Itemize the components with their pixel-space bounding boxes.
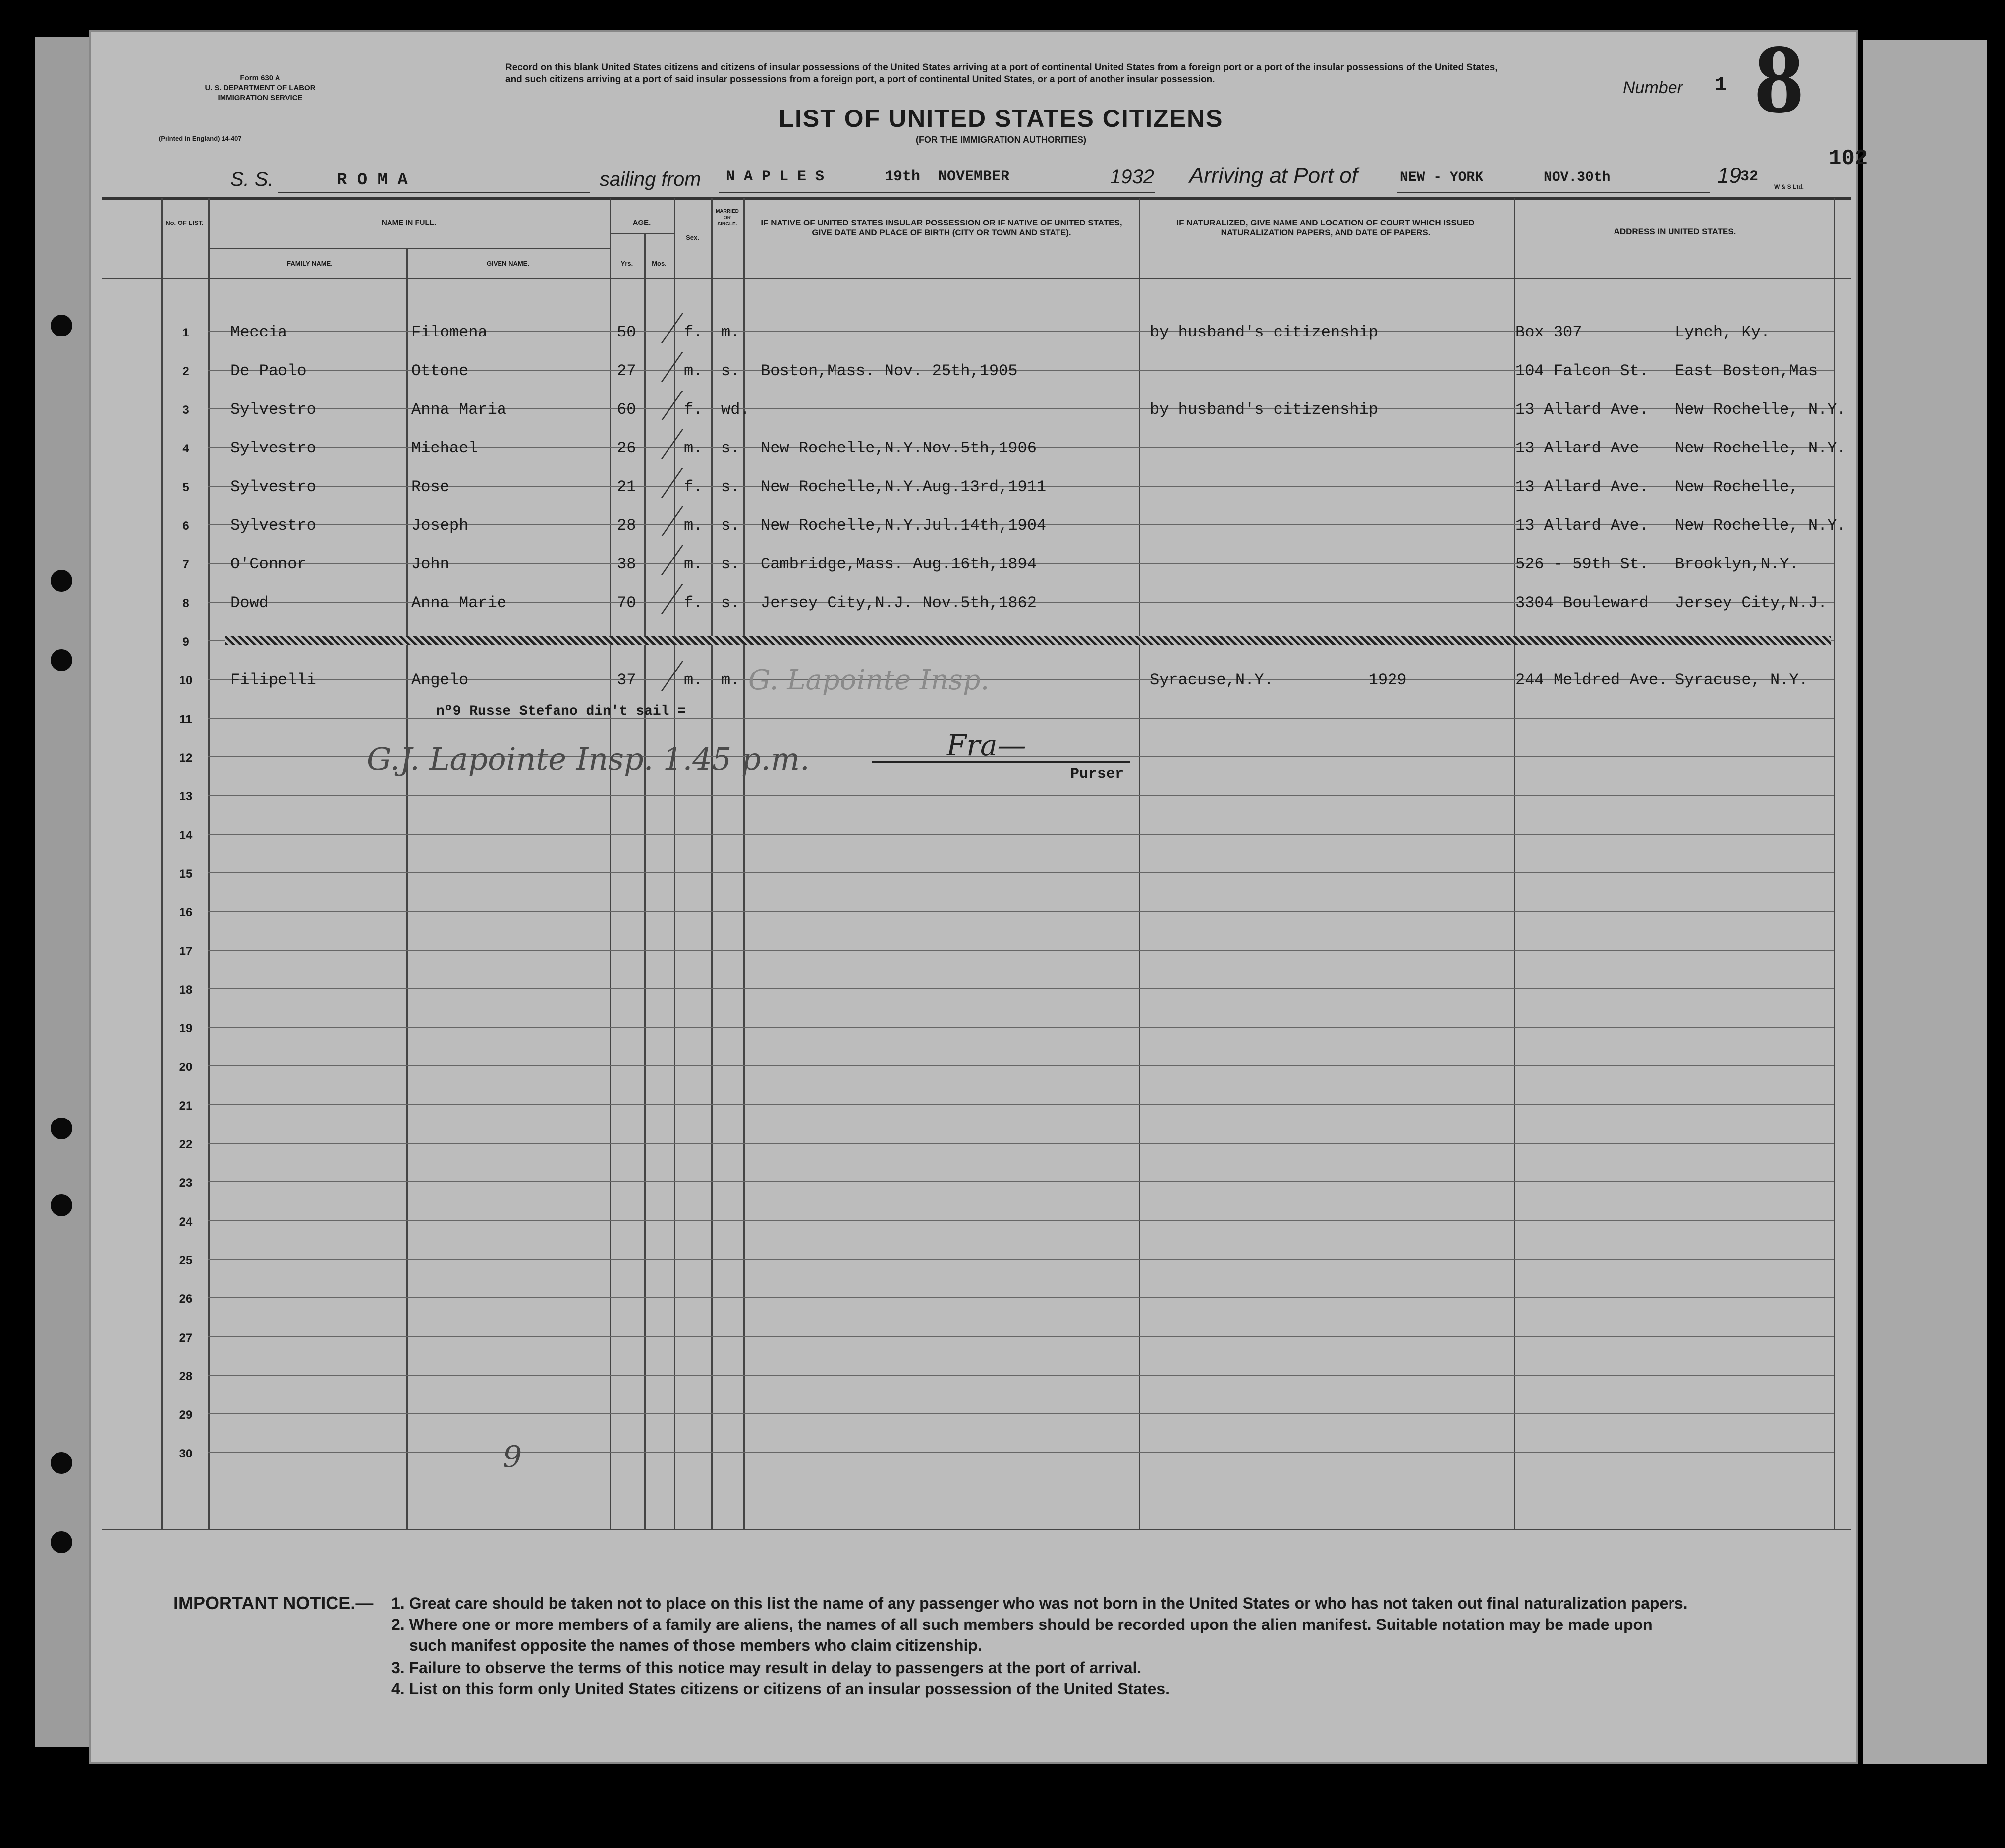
row-rule [208,1259,1834,1260]
port-to: NEW - YORK [1400,170,1484,185]
sheet-number: 102 [1829,146,1868,171]
city-cell: East Boston,Mas [1675,362,1818,380]
family-name-cell: Dowd [230,594,269,612]
adjacent-page-edge [1863,40,1987,1764]
address-cell: 13 Allard Ave. [1515,400,1649,419]
address-cell: 13 Allard Ave. [1515,516,1649,535]
row-number: 2 [182,365,189,378]
marital-status-cell: wd. [721,400,750,419]
form-instructions: Record on this blank United States citizens and citizens of insular possessions of the United States arriving at a port of continental United States from a foreign port or a port of the insular possessions of the United States, and such citizens arriving at a port of said insular possessions from a foreign port, a port of continental United States, or a port of another insular possession. [505,62,1498,85]
family-name-cell: Sylvestro [230,516,316,535]
row-number: 11 [179,713,192,726]
inspector-handwriting-faint: G. Lapointe Insp. [748,664,990,696]
row-number: 16 [179,906,193,919]
col-header-name: NAME IN FULL. [382,219,436,227]
header-bottom-border [102,278,1851,279]
row-rule [208,1336,1834,1337]
col-header-address: ADDRESS IN UNITED STATES. [1614,227,1736,236]
row-number: 26 [179,1292,193,1306]
city-cell: New Rochelle, [1675,478,1799,496]
row-rule [208,872,1834,873]
age-cell: 26 [617,439,636,457]
marital-status-cell: s. [721,555,740,573]
address-cell: 13 Allard Ave. [1515,478,1649,496]
row-number: 21 [179,1099,193,1113]
row-number: 22 [179,1138,193,1151]
row-rule [208,1220,1834,1221]
col-header-married: MARRIED OR SINGLE. [716,209,739,227]
row-rule [208,1065,1834,1066]
manifest-sheet [89,24,1858,1764]
service: IMMIGRATION SERVICE [218,94,303,102]
row-rule [208,834,1834,835]
row-number: 24 [179,1215,193,1229]
row-number: 18 [179,983,193,997]
binder-strip [35,37,94,1747]
year-from: 1932 [1110,166,1154,188]
naturalization-cell: by husband's citizenship [1150,400,1378,419]
row-number: 20 [179,1061,193,1074]
family-name-cell: Meccia [230,323,288,341]
row-rule [208,988,1834,989]
binder-hole [51,1531,72,1553]
family-name-cell: De Paolo [230,362,307,380]
row-rule [208,1375,1834,1376]
sex-cell: m. [684,555,703,573]
year-to-suffix: 32 [1740,168,1759,185]
marital-status-cell: s. [721,362,740,380]
age-cell: 28 [617,516,636,535]
row-number: 12 [179,751,193,765]
col-header-yrs: Yrs. [620,260,633,267]
col-header-birth: IF NATIVE OF UNITED STATES INSULAR POSSESSION OR IF NATIVE OF UNITED STATES, GIVE DATE AND PLACE OF BIRTH (CITY OR TOWN AND STATE). [761,218,1122,237]
ship-name: R O M A [337,171,408,190]
naturalization-cell: Syracuse,N.Y. 1929 [1150,671,1407,689]
age-cell: 27 [617,362,636,380]
sex-cell: m. [684,439,703,457]
city-cell: Jersey City,N.J. [1675,594,1828,612]
col-line [743,198,745,1529]
row-rule [208,1027,1834,1028]
printer-mark: W & S Ltd. [1774,183,1804,190]
birth-cell: New Rochelle,N.Y.Nov.5th,1906 [761,439,1037,457]
col-line [1834,198,1835,1529]
notice-label: IMPORTANT NOTICE.— [173,1593,374,1613]
fill-line [1397,192,1710,193]
sex-cell: m. [684,671,703,689]
col-header-family: FAMILY NAME. [287,260,333,267]
row-number: 10 [179,674,193,687]
city-cell: New Rochelle, N.Y. [1675,400,1846,419]
birth-cell: New Rochelle,N.Y.Aug.13rd,1911 [761,478,1047,496]
sailing-from-label: sailing from [600,168,701,190]
city-cell: Lynch, Ky. [1675,323,1771,341]
number-label: Number [1623,78,1683,97]
row-rule [208,1104,1834,1105]
notice-item-1: 1. Great care should be taken not to place on this list the name of any passenger who was not born in the United States or who has not taken out final naturalization papers. [391,1594,1688,1612]
row-number: 28 [179,1370,193,1383]
col-line [208,198,210,1529]
row-number: 23 [179,1176,193,1190]
row-number: 14 [179,829,193,842]
row-rule [208,795,1834,796]
binder-hole [51,649,72,671]
marital-status-cell: s. [721,439,740,457]
given-name-cell: Michael [411,439,478,457]
col-header-no: No. OF LIST. [166,219,204,226]
ss-label: S. S. [230,168,274,190]
col-header-naturalized: IF NATURALIZED, GIVE NAME AND LOCATION OF COURT WHICH ISSUED NATURALIZATION PAPERS, AND DATE OF PAPERS. [1176,218,1475,237]
row-number: 25 [179,1254,193,1267]
row-rule [208,1413,1834,1414]
date-from: 19th NOVEMBER [885,168,1010,185]
row-number: 7 [182,558,189,571]
address-cell: 244 Meldred Ave. [1515,671,1668,689]
col-header-age: AGE. [632,219,651,227]
purser-signature: Fra— [947,728,1026,762]
age-cell: 60 [617,400,636,419]
col-line [711,198,713,1529]
age-header-divider [610,233,674,234]
col-line [610,198,611,1529]
year-to: 19 [1717,164,1741,188]
sex-cell: f. [684,323,703,341]
name-header-divider [208,248,610,249]
row-number: 1 [182,326,189,339]
date-to: NOV.30th [1544,170,1611,185]
age-cell: 38 [617,555,636,573]
binder-hole [51,1118,72,1139]
city-cell: New Rochelle, N.Y. [1675,516,1846,535]
age-cell: 37 [617,671,636,689]
address-cell: 3304 Bouleward [1515,594,1649,612]
given-name-cell: Angelo [411,671,469,689]
department: U. S. DEPARTMENT OF LABOR [205,84,316,92]
given-name-cell: Ottone [411,362,469,380]
row-rule [208,1143,1834,1144]
marital-status-cell: s. [721,478,740,496]
inspector-handwriting: G.J. Lapointe Insp. 1.45 p.m. [367,741,810,777]
row-rule [208,1181,1834,1182]
given-name-cell: Rose [411,478,449,496]
marital-status-cell: m. [721,671,740,689]
row-number: 4 [182,442,189,455]
family-name-cell: Sylvestro [230,478,316,496]
notice-item-3: 3. Failure to observe the terms of this notice may result in delay to passengers at the port of arrival. [391,1659,1142,1677]
sex-cell: f. [684,478,703,496]
fill-line [278,192,590,193]
row-number: 19 [179,1022,193,1035]
col-line [644,233,646,1529]
col-header-sex: Sex. [686,234,699,241]
given-name-cell: John [411,555,449,573]
marital-status-cell: m. [721,323,740,341]
marital-status-cell: s. [721,516,740,535]
number-value: 1 [1715,74,1727,97]
row-number: 15 [179,867,193,881]
row-number: 13 [179,790,193,803]
fill-line [719,192,1155,193]
age-cell: 21 [617,478,636,496]
row-rule [208,911,1834,912]
naturalization-cell: by husband's citizenship [1150,323,1378,341]
row-rule [208,1452,1834,1453]
given-name-cell: Anna Maria [411,400,507,419]
given-name-cell: Joseph [411,516,469,535]
page-title: LIST OF UNITED STATES CITIZENS [779,105,1224,132]
binder-hole [51,570,72,592]
row-number: 3 [182,403,189,417]
table-top-border [102,197,1851,200]
birth-cell: Cambridge,Mass. Aug.16th,1894 [761,555,1037,573]
binder-hole [51,315,72,336]
notice-item-2-cont: such manifest opposite the names of those members who claim citizenship. [409,1636,982,1654]
family-name-cell: O'Connor [230,555,307,573]
notice-item-2: 2. Where one or more members of a family are aliens, the names of all such members should be recorded upon the alien manifest. Suitable notation may be made upon [391,1616,1653,1633]
marital-status-cell: s. [721,594,740,612]
purser-label: Purser [1070,766,1124,783]
city-cell: Syracuse, N.Y. [1675,671,1808,689]
city-cell: Brooklyn,N.Y. [1675,555,1799,573]
address-cell: 526 - 59th St. [1515,555,1649,573]
binder-hole [51,1194,72,1216]
address-cell: 13 Allard Ave [1515,439,1639,457]
struck-out-row [225,636,1831,645]
col-header-given: GIVEN NAME. [487,260,529,267]
row-number: 9 [182,635,189,649]
row-number: 27 [179,1331,193,1344]
page-subtitle: (FOR THE IMMIGRATION AUTHORITIES) [916,135,1086,145]
sex-cell: f. [684,594,703,612]
form-header [178,73,342,103]
row-number: 5 [182,481,189,494]
row11-note: nº9 Russe Stefano din't sail = [436,704,686,719]
binder-hole [51,1452,72,1474]
address-cell: 104 Falcon St. [1515,362,1649,380]
sex-cell: m. [684,516,703,535]
row-number: 29 [179,1408,193,1422]
port-from: N A P L E S [726,168,825,185]
col-header-mos: Mos. [652,260,667,267]
print-note: (Printed in England) 14-407 [159,135,242,142]
given-name-cell: Filomena [411,323,488,341]
row-rule [208,1297,1834,1298]
city-cell: New Rochelle, N.Y. [1675,439,1846,457]
family-name-cell: Sylvestro [230,439,316,457]
row-rule [208,950,1834,951]
age-cell: 50 [617,323,636,341]
col-line [161,198,163,1529]
row-number: 6 [182,519,189,533]
form-number: Form 630 A [240,74,280,82]
address-cell: Box 307 [1515,323,1582,341]
sheet-big-number: 8 [1754,24,1804,134]
family-name-cell: Filipelli [230,671,316,689]
row-number: 8 [182,597,189,610]
sex-cell: f. [684,400,703,419]
birth-cell: New Rochelle,N.Y.Jul.14th,1904 [761,516,1047,535]
row-number: 17 [179,945,193,958]
notice-item-4: 4. List on this form only United States citizens or citizens of an insular possession of the United States. [391,1680,1170,1698]
sex-cell: m. [684,362,703,380]
age-cell: 70 [617,594,636,612]
birth-cell: Boston,Mass. Nov. 25th,1905 [761,362,1018,380]
row-number: 30 [179,1447,193,1460]
given-name-cell: Anna Marie [411,594,507,612]
birth-cell: Jersey City,N.J. Nov.5th,1862 [761,594,1037,612]
pencil-mark-9: 9 [503,1440,522,1474]
table-bottom-border [102,1529,1851,1530]
col-line [1514,198,1515,1529]
col-line [1139,198,1140,1529]
arriving-label: Arriving at Port of [1189,164,1358,188]
family-name-cell: Sylvestro [230,400,316,419]
